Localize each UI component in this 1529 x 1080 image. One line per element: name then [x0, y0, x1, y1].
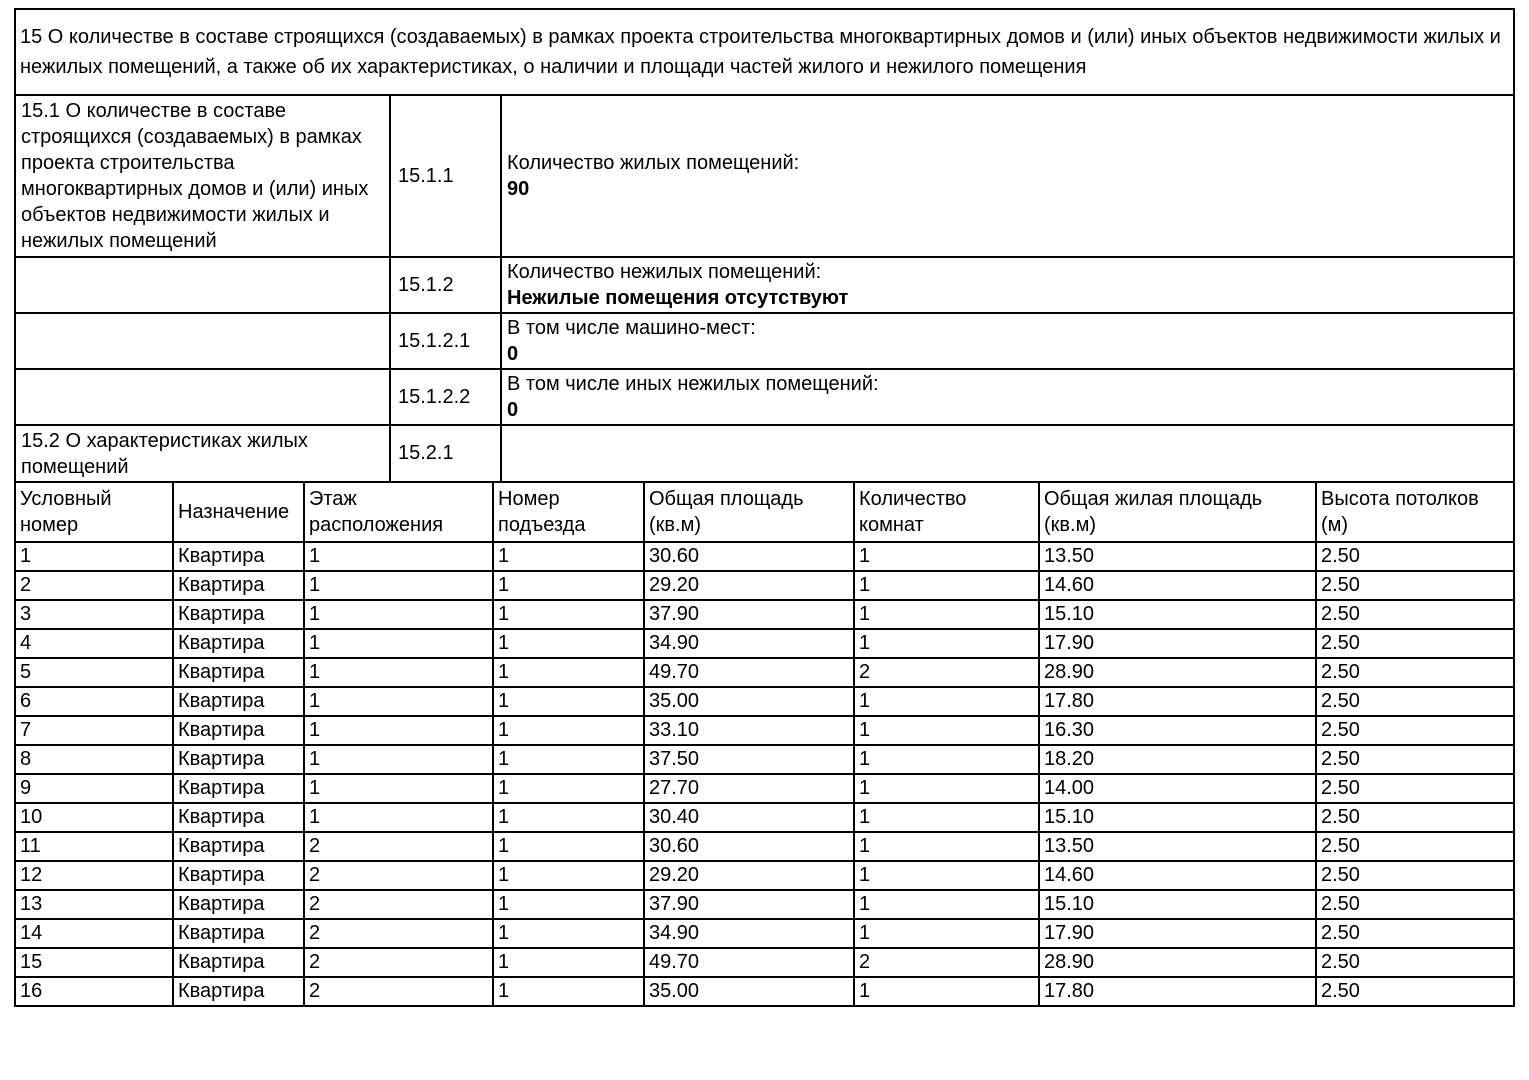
table-cell: 1	[854, 687, 1039, 716]
table-cell: 17.80	[1039, 977, 1316, 1006]
table-cell: 2	[854, 948, 1039, 977]
row-label	[15, 257, 390, 313]
section-title-row	[15, 9, 1514, 95]
table-cell: 30.60	[644, 542, 854, 571]
table-cell: 2	[304, 919, 493, 948]
table-cell: Квартира	[173, 629, 304, 658]
table-cell: 15	[15, 948, 173, 977]
table-row	[15, 774, 1514, 803]
table-cell: 2.50	[1316, 977, 1514, 1006]
table-cell: 12	[15, 861, 173, 890]
table-cell: 1	[304, 629, 493, 658]
table-cell: 7	[15, 716, 173, 745]
apartments-table	[14, 481, 1515, 1007]
row-content	[501, 313, 1514, 369]
table-cell: 37.90	[644, 600, 854, 629]
row-code: 15.1.2.2	[390, 369, 501, 425]
table-cell: 2.50	[1316, 774, 1514, 803]
table-cell: 30.40	[644, 803, 854, 832]
table-cell: 1	[304, 716, 493, 745]
table-cell: Квартира	[173, 890, 304, 919]
table-cell: 1	[854, 542, 1039, 571]
table-cell: 2.50	[1316, 890, 1514, 919]
table-row	[15, 571, 1514, 600]
table-cell: Квартира	[173, 832, 304, 861]
table-cell: 15.10	[1039, 803, 1316, 832]
row-code: 15.2.1	[390, 425, 501, 482]
row-code: 15.1.2	[390, 257, 501, 313]
table-cell: 1	[854, 600, 1039, 629]
table-cell: 14.60	[1039, 571, 1316, 600]
table-cell: 2.50	[1316, 658, 1514, 687]
table-cell: 1	[304, 774, 493, 803]
table-cell: 2.50	[1316, 861, 1514, 890]
table-cell: 11	[15, 832, 173, 861]
table-cell: 35.00	[644, 977, 854, 1006]
table-cell: 2.50	[1316, 571, 1514, 600]
table-cell: 2.50	[1316, 745, 1514, 774]
table-cell: 2.50	[1316, 600, 1514, 629]
table-cell: Квартира	[173, 977, 304, 1006]
table-cell: 27.70	[644, 774, 854, 803]
table-row	[15, 658, 1514, 687]
table-cell: 2	[15, 571, 173, 600]
table-cell: 1	[854, 977, 1039, 1006]
table-cell: 15.10	[1039, 600, 1316, 629]
row-code: 15.1.1	[390, 95, 501, 257]
table-cell: 1	[493, 890, 644, 919]
table-cell: 34.90	[644, 629, 854, 658]
table-cell: 1	[854, 774, 1039, 803]
table-row	[15, 948, 1514, 977]
field-label: В том числе машино-мест:	[507, 317, 756, 339]
table-row	[15, 861, 1514, 890]
table-cell: 1	[493, 803, 644, 832]
table-cell: 17.90	[1039, 919, 1316, 948]
table-cell: 14.60	[1039, 861, 1316, 890]
section-title: 15 О количестве в составе строящихся (создаваемых) в рамках проекта строительства многоквартирных домов и (или) иных объектов недвижимости жилых и нежилых помещений, а также об их характеристиках, о наличии и площади частей жилого и нежилого помещения	[15, 9, 1514, 95]
table-cell: 2.50	[1316, 948, 1514, 977]
table-cell: 2.50	[1316, 542, 1514, 571]
table-cell: 2.50	[1316, 629, 1514, 658]
table-cell: 1	[854, 832, 1039, 861]
table-cell: 1	[493, 861, 644, 890]
table-cell: 2	[304, 977, 493, 1006]
table-cell: 35.00	[644, 687, 854, 716]
row-15-1-2	[15, 257, 1514, 313]
table-row	[15, 745, 1514, 774]
field-value: 0	[507, 399, 519, 421]
table-row	[15, 832, 1514, 861]
table-cell: 49.70	[644, 658, 854, 687]
table-cell: 1	[493, 629, 644, 658]
table-cell: Квартира	[173, 600, 304, 629]
table-row	[15, 977, 1514, 1006]
table-cell: Квартира	[173, 948, 304, 977]
field-value: 0	[507, 343, 519, 365]
column-header: Количество комнат	[854, 482, 1039, 542]
table-cell: 34.90	[644, 919, 854, 948]
table-cell: 1	[493, 658, 644, 687]
table-row	[15, 919, 1514, 948]
column-header: Общая жилая площадь (кв.м)	[1039, 482, 1316, 542]
table-cell: 9	[15, 774, 173, 803]
column-header: Высота потолков (м)	[1316, 482, 1514, 542]
row-label: 15.2 О характеристиках жилых помещений	[15, 425, 390, 482]
table-cell: 15.10	[1039, 890, 1316, 919]
row-code: 15.1.2.1	[390, 313, 501, 369]
table-cell: 1	[493, 774, 644, 803]
table-cell: 1	[304, 803, 493, 832]
table-row	[15, 687, 1514, 716]
row-15-1-2-2	[15, 369, 1514, 425]
row-15-1-1	[15, 95, 1514, 257]
table-cell: 1	[493, 542, 644, 571]
table-cell: 2.50	[1316, 803, 1514, 832]
row-15-2-1	[15, 425, 1514, 482]
table-cell: 1	[493, 948, 644, 977]
table-cell: 1	[854, 571, 1039, 600]
table-cell: 13	[15, 890, 173, 919]
table-cell: 1	[304, 687, 493, 716]
table-cell: 1	[304, 600, 493, 629]
table-cell: 2	[854, 658, 1039, 687]
table-cell: 13.50	[1039, 542, 1316, 571]
row-content	[501, 369, 1514, 425]
table-cell: 4	[15, 629, 173, 658]
table-cell: 1	[304, 745, 493, 774]
table-row	[15, 600, 1514, 629]
table-cell: 8	[15, 745, 173, 774]
table-cell: Квартира	[173, 687, 304, 716]
table-cell: 30.60	[644, 832, 854, 861]
table-cell: 2.50	[1316, 832, 1514, 861]
table-cell: 2	[304, 832, 493, 861]
table-cell: 1	[854, 716, 1039, 745]
column-header: Общая площадь (кв.м)	[644, 482, 854, 542]
section-15-table	[14, 8, 1515, 483]
table-cell: 37.90	[644, 890, 854, 919]
table-cell: 1	[493, 919, 644, 948]
apartments-body	[15, 542, 1514, 1006]
table-cell: 1	[854, 745, 1039, 774]
table-cell: Квартира	[173, 919, 304, 948]
table-row	[15, 890, 1514, 919]
table-cell: 49.70	[644, 948, 854, 977]
table-cell: 5	[15, 658, 173, 687]
table-cell: Квартира	[173, 774, 304, 803]
row-content	[501, 425, 1514, 482]
table-cell: 3	[15, 600, 173, 629]
column-header: Назначение	[173, 482, 304, 542]
table-cell: 33.10	[644, 716, 854, 745]
table-cell: 37.50	[644, 745, 854, 774]
field-label: Количество жилых помещений:	[507, 152, 800, 174]
table-row	[15, 629, 1514, 658]
table-cell: 1	[304, 542, 493, 571]
table-cell: 29.20	[644, 861, 854, 890]
table-cell: 1	[493, 687, 644, 716]
table-cell: 29.20	[644, 571, 854, 600]
table-row	[15, 803, 1514, 832]
column-header: Этаж расположения	[304, 482, 493, 542]
table-cell: 1	[15, 542, 173, 571]
table-cell: 2.50	[1316, 716, 1514, 745]
table-row	[15, 542, 1514, 571]
table-cell: 1	[493, 745, 644, 774]
table-cell: 2.50	[1316, 687, 1514, 716]
field-value: 90	[507, 178, 530, 200]
table-cell: 2	[304, 861, 493, 890]
table-cell: 1	[854, 629, 1039, 658]
table-cell: 2	[304, 948, 493, 977]
table-cell: 28.90	[1039, 948, 1316, 977]
row-15-1-2-1	[15, 313, 1514, 369]
table-cell: 16	[15, 977, 173, 1006]
table-cell: 18.20	[1039, 745, 1316, 774]
table-cell: 14.00	[1039, 774, 1316, 803]
table-cell: 1	[493, 977, 644, 1006]
table-cell: Квартира	[173, 745, 304, 774]
table-cell: 17.90	[1039, 629, 1316, 658]
table-cell: 17.80	[1039, 687, 1316, 716]
field-label: Количество нежилых помещений:	[507, 261, 822, 283]
table-cell: Квартира	[173, 542, 304, 571]
row-label	[15, 313, 390, 369]
table-cell: 10	[15, 803, 173, 832]
table-cell: 16.30	[1039, 716, 1316, 745]
table-cell: Квартира	[173, 803, 304, 832]
row-label	[15, 369, 390, 425]
row-label: 15.1 О количестве в составе строящихся (создаваемых) в рамках проекта строительства многоквартирных домов и (или) иных объектов недвижимости жилых и нежилых помещений	[15, 95, 390, 257]
table-cell: 1	[493, 716, 644, 745]
field-value: Нежилые помещения отсутствуют	[507, 287, 849, 309]
table-cell: 1	[854, 919, 1039, 948]
column-header: Условный номер	[15, 482, 173, 542]
table-cell: 13.50	[1039, 832, 1316, 861]
row-content	[501, 95, 1514, 257]
apartments-header-row	[15, 482, 1514, 542]
table-cell: 1	[304, 571, 493, 600]
field-label: В том числе иных нежилых помещений:	[507, 373, 879, 395]
table-cell: 1	[854, 861, 1039, 890]
table-cell: Квартира	[173, 658, 304, 687]
table-cell: 1	[493, 832, 644, 861]
table-cell: 2	[304, 890, 493, 919]
table-cell: 1	[854, 890, 1039, 919]
table-cell: 1	[854, 803, 1039, 832]
table-cell: 1	[304, 658, 493, 687]
row-content	[501, 257, 1514, 313]
table-cell: 14	[15, 919, 173, 948]
table-cell: 2.50	[1316, 919, 1514, 948]
table-cell: Квартира	[173, 571, 304, 600]
table-cell: 28.90	[1039, 658, 1316, 687]
column-header: Номер подъезда	[493, 482, 644, 542]
table-cell: 6	[15, 687, 173, 716]
table-cell: 1	[493, 600, 644, 629]
table-cell: 1	[493, 571, 644, 600]
table-row	[15, 716, 1514, 745]
table-cell: Квартира	[173, 716, 304, 745]
table-cell: Квартира	[173, 861, 304, 890]
